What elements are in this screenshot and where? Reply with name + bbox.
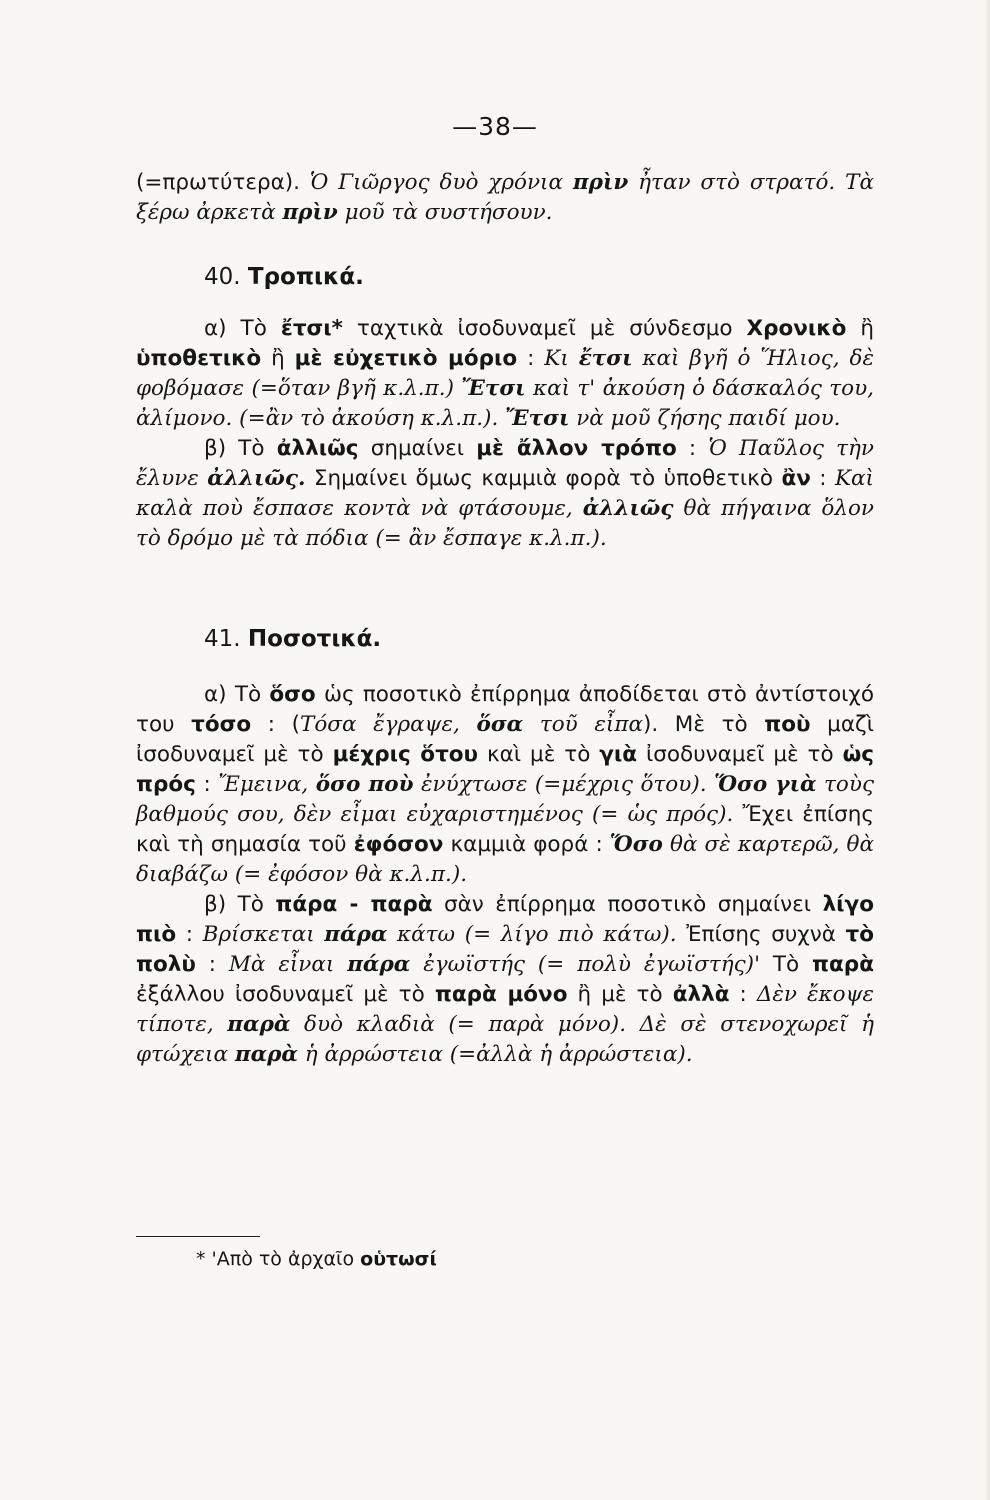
text-span: ἐγωϊστής (= πολὺ ἐγωϊστής)' [410,952,773,977]
text-span: (=πρωτύτερα). [136,170,310,195]
text-span: Μὰ εἶναι [228,952,348,977]
text-span: καὶ μὲ τὸ [478,742,600,767]
text-span: Σημαίνει ὅμως καμμιὰ φορὰ τὸ ὑποθετικὸ [305,466,782,491]
text-span: ἢ [261,346,295,371]
emphasis-span: μέχρις ὅτου [332,742,479,767]
emphasis-span: Ὅσο [609,832,663,857]
emphasis-span: πάρα [324,922,388,947]
text-span: Βρίσκεται [202,922,325,947]
text-span: : [517,346,545,371]
text-span: ἰσοδυναμεῖ μὲ τὸ [637,742,843,767]
emphasis-span: ἐφόσον [353,832,444,857]
text-span: ). Μὲ τὸ [642,712,765,737]
section-number: 41. [204,626,241,652]
paragraph-41a [136,680,874,890]
emphasis-span: παρὰ [234,1042,298,1067]
paragraph-40a [136,314,874,434]
text-span: β) Τὸ [204,436,277,461]
text-span: νὰ μοῦ ζήσης παιδί μου. [569,406,841,431]
section-title: Ποσοτικά. [247,626,382,652]
emphasis-span: ἀλλιῶς [582,496,674,521]
emphasis-span: μὲ εὐχετικὸ μόριο [294,346,518,371]
text-span: μοῦ τὰ συστήσουν. [337,200,553,225]
text-span: Δὲν ἔκοψε τίποτε, [136,982,874,1037]
emphasis-span: Ὅσο γιὰ [714,772,817,797]
text-span: : [195,772,219,797]
section-number: 40. [204,264,241,290]
emphasis-span: τὸ πολὺ [136,922,875,977]
emphasis-span: οὑτωσί [360,1248,437,1270]
text-span: θὰ πήγαινα ὅλον τὸ δρόμο μὲ τὰ πόδια (= ἂν ἔσπαγε κ.λ.π.). [136,496,875,551]
emphasis-span: ἀλλιῶς. [207,466,306,491]
text-span: : [195,952,229,977]
text-span: α) Τὸ [204,316,281,341]
emphasis-span: μὲ ἄλλον τρόπο [476,436,677,461]
emphasis-span: τόσο [191,712,252,737]
intro-paragraph [136,168,874,228]
text-span: ἢ [846,316,874,341]
emphasis-span: Ἔτσι [461,376,526,401]
text-span: ἢ μὲ τὸ [567,982,673,1007]
emphasis-span: παρὰ [812,952,874,977]
scan-edge [984,0,990,1500]
page-number: —38— [452,112,538,141]
paragraph-40b [136,434,874,554]
text-span: Ἔχει ἐπίσης καὶ τὴ σημασία τοῦ [136,802,874,857]
emphasis-span: ἔτσι [578,346,633,371]
text-span: ἦταν στὸ στρατό. Τὰ ξέρω ἀρκετὰ [136,170,874,225]
text-span: κάτω (= λίγο πιὸ κάτω). [387,922,687,947]
emphasis-span: Ἔτσι [505,406,570,431]
emphasis-span: ἀλλὰ [672,982,730,1007]
text-span: ἡ ἀρρώστεια (=ἀλλὰ ἡ ἀρρώστεια). [297,1042,693,1067]
text-span: β) Τὸ [204,892,276,917]
text-span: Ὁ Γιῶργος δυὸ χρόνια [309,170,573,195]
text-span: τοῦ εἶπα [523,712,643,737]
text-span: καμμιὰ φορά : [443,832,610,857]
emphasis-span: γιὰ [599,742,638,767]
text-span: ἐνύχτωσε (=μέχρις ὅτου). [413,772,715,797]
text-span: σὰν ἐπίρρημα ποσοτικὸ σημαίνει [432,892,823,917]
text-span: Ὁ Παῦλος τὴν ἔλυνε [136,436,874,491]
text-span: δυὸ κλαδιὰ (= παρὰ μόνο). Δὲ σὲ στενοχωρεῖ ἡ φτώχεια [136,1012,874,1067]
emphasis-span: παρὰ [227,1012,291,1037]
text-span: τοὺς βαθμούς σου, δὲν εἶμαι εὐχαριστημένος (= ὡς πρός). [136,772,874,827]
emphasis-span: πρὶν [572,170,629,195]
emphasis-span: λίγο πιὸ [136,892,874,947]
text-span: θὰ σὲ καρτερῶ, θὰ διαβάζω (= ἐφόσον θὰ κ.λ.π.). [136,832,875,887]
text-span: Τὸ [772,952,813,977]
footnote-rule [136,1236,260,1237]
emphasis-span: πάρα - παρὰ [275,892,433,917]
emphasis-span: ἂν [781,466,811,491]
text-span: : ( [251,712,301,737]
emphasis-span: ὅσο [269,682,316,707]
text-span: μαζὶ ἰσοδυναμεῖ μὲ τὸ [136,712,875,767]
text-span: σημαίνει [358,436,477,461]
emphasis-span: Χρονικὸ [746,316,847,341]
text-span: Τόσα ἔγραψε, [300,712,477,737]
text-span: καὶ βγῆ ὁ Ἥλιος, δὲ φοβόμασε (=ὅταν βγῆ κ.λ.π.) [136,346,875,401]
text-span: : [676,436,709,461]
emphasis-span: ὅσα [476,712,524,737]
emphasis-span: πάρα [347,952,411,977]
text-span: Ἔμεινα, [218,772,316,797]
text-span: ταχτικὰ ἰσοδυναμεῖ μὲ σύνδεσμο [342,316,747,341]
emphasis-span: παρὰ μόνο [434,982,568,1007]
text-span: ἐξάλλου ἰσοδυναμεῖ μὲ τὸ [136,982,435,1007]
emphasis-span: πρὶν [282,200,338,225]
emphasis-span: ποὺ [764,712,811,737]
section-heading [204,262,874,292]
text-span: : [810,466,835,491]
text-span: Καὶ καλὰ ποὺ ἔσπασε κοντὰ νὰ φτάσουμε, [136,466,874,521]
emphasis-span: ἀλλιῶς [276,436,359,461]
text-span: : [729,982,757,1007]
paragraph-41b [136,890,874,1070]
emphasis-span: ὅσο ποὺ [315,772,414,797]
section-41 [136,624,874,1070]
footnote [196,1248,437,1270]
text-span: * 'Απὸ τὸ ἀρχαῖο [196,1248,361,1270]
text-span: α) Τὸ [204,682,270,707]
text-span: καὶ τ' ἀκούση ὁ δάσκαλός του, ἀλίμονο. (=ἂν τὸ ἀκούση κ.λ.π.). [136,376,874,431]
section-heading [204,624,874,654]
emphasis-span: ὡς πρός [136,742,874,797]
text-span: : [176,922,203,947]
text-span: Ἐπίσης συχνὰ [686,922,846,947]
section-40 [136,262,874,554]
text-span: Κι [544,346,579,371]
emphasis-span: ὑποθετικὸ [136,346,262,371]
emphasis-span: ἔτσι* [280,316,343,341]
text-span: ὡς ποσοτικὸ ἐπίρρημα ἀποδίδεται στὸ ἀντίστοιχό του [136,682,874,737]
section-title: Τροπικά. [247,264,364,290]
